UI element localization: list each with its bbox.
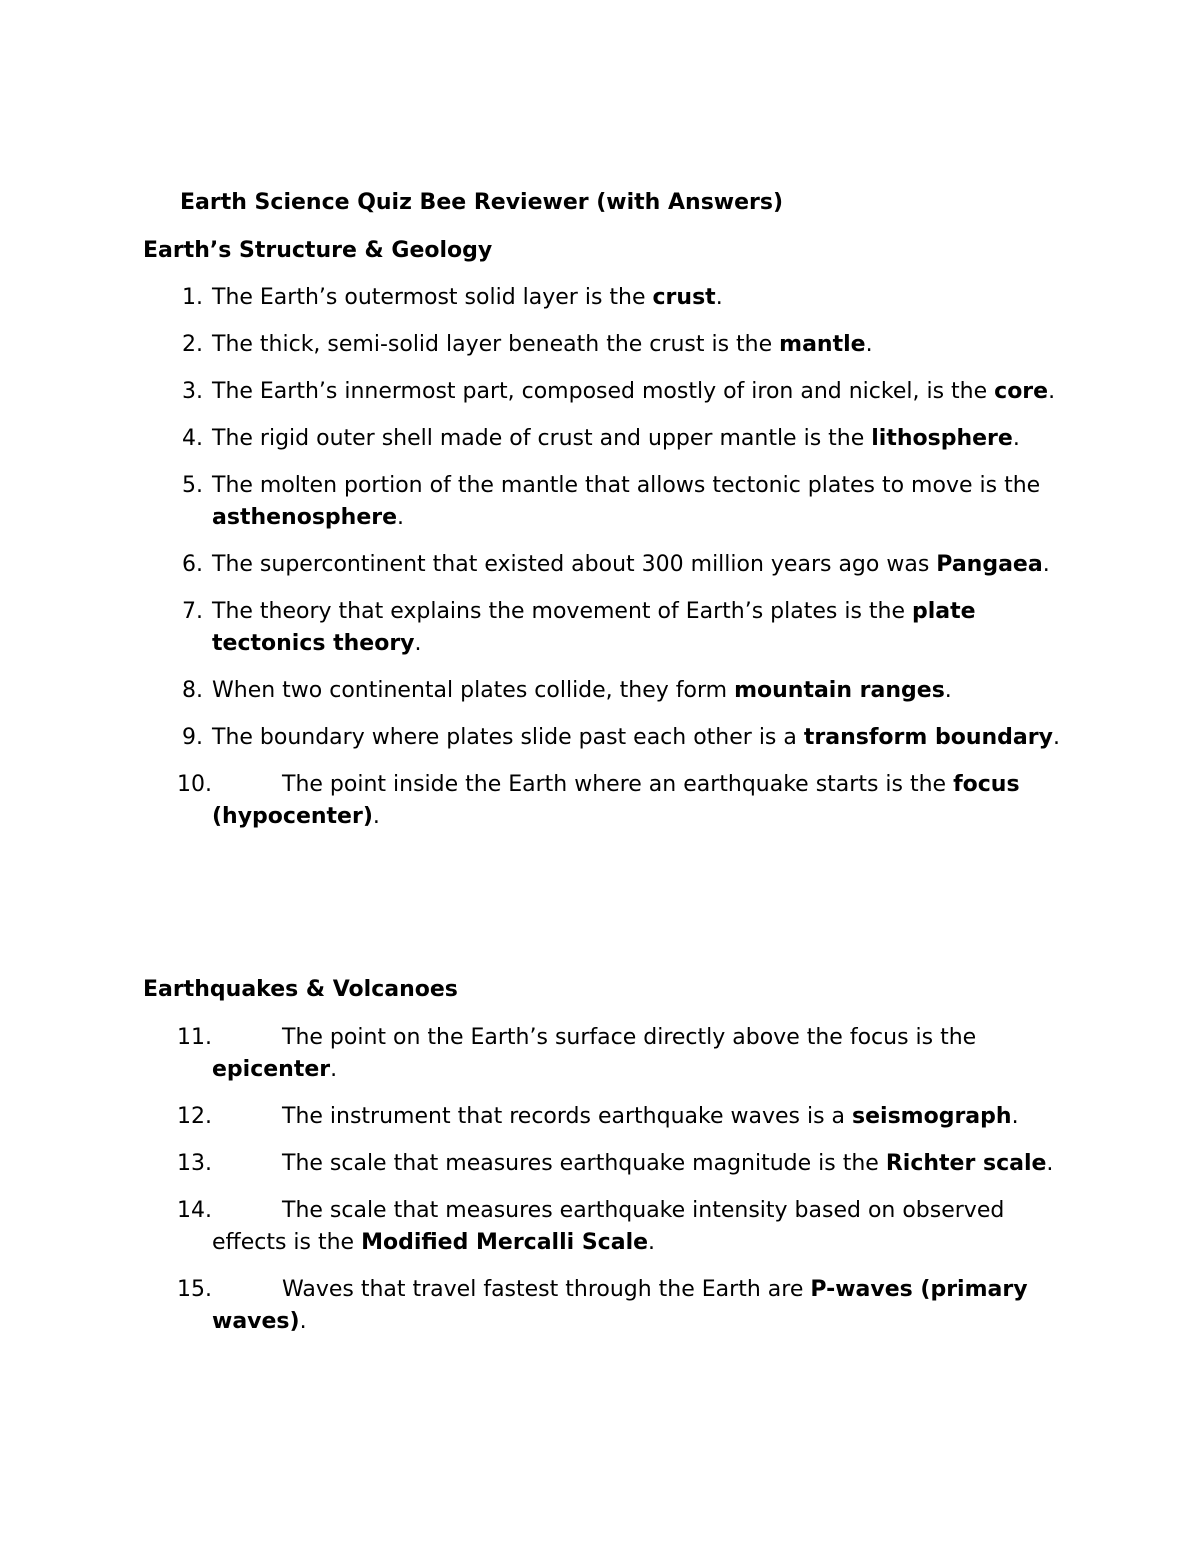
question-punctuation: .: [372, 804, 380, 829]
question-text: [212, 1148, 1067, 1180]
question-text: [212, 596, 1067, 660]
question-prompt: The scale that measures earthquake magnitude is the: [282, 1151, 886, 1176]
question-punctuation: .: [944, 678, 952, 703]
question-prompt: The Earth’s innermost part, composed mostly of iron and nickel, is the: [212, 379, 995, 404]
question-text: [212, 282, 1067, 314]
question-prompt: The theory that explains the movement of Earth’s plates is the: [212, 599, 912, 624]
question-number: 11.: [177, 1025, 212, 1050]
question-number: 13.: [177, 1151, 212, 1176]
question-number: 6.: [182, 552, 203, 577]
question-text: [212, 329, 1067, 361]
question-number: 1.: [182, 285, 203, 310]
question-text: [212, 675, 1067, 707]
question-text: [212, 423, 1067, 455]
question-prompt: The point on the Earth’s surface directly above the focus is the: [282, 1025, 977, 1050]
section-heading-earthquakes-volcanoes: Earthquakes & Volcanoes: [143, 977, 458, 1002]
question-answer: epicenter: [212, 1057, 331, 1082]
question-item: [0, 596, 1200, 660]
question-prompt: The point inside the Earth where an earthquake starts is the: [282, 772, 954, 797]
question-item: [0, 423, 1200, 455]
question-number: 8.: [182, 678, 203, 703]
question-text: [212, 769, 1067, 833]
question-item: [0, 470, 1200, 534]
question-item: [0, 376, 1200, 408]
question-prompt: The Earth’s outermost solid layer is the: [212, 285, 653, 310]
question-text: [212, 1022, 1067, 1086]
question-prompt: The supercontinent that existed about 300 million years ago was: [212, 552, 937, 577]
question-item: [0, 722, 1200, 754]
question-prompt: Waves that travel fastest through the Earth are: [282, 1277, 811, 1302]
question-answer: crust: [652, 285, 716, 310]
question-answer: seismograph: [852, 1104, 1012, 1129]
question-text: [212, 1274, 1067, 1338]
question-answer: P-waves (primary waves): [212, 1277, 1028, 1334]
question-prompt: The boundary where plates slide past each other is a: [212, 725, 804, 750]
question-prompt: The instrument that records earthquake waves is a: [282, 1104, 853, 1129]
question-answer: mantle: [779, 332, 866, 357]
question-number: 7.: [182, 599, 203, 624]
question-punctuation: .: [1042, 552, 1050, 577]
question-punctuation: .: [648, 1230, 656, 1255]
question-number: 9.: [182, 725, 203, 750]
question-number: 2.: [182, 332, 203, 357]
question-punctuation: .: [397, 505, 405, 530]
question-text: [212, 376, 1067, 408]
question-text: [212, 1101, 1067, 1133]
question-list-earthquakes-volcanoes: [0, 1022, 1200, 1353]
question-punctuation: .: [299, 1309, 307, 1334]
question-punctuation: .: [414, 631, 422, 656]
question-prompt: The thick, semi-solid layer beneath the crust is the: [212, 332, 780, 357]
question-number: 10.: [177, 772, 212, 797]
question-text: [212, 1195, 1067, 1259]
question-punctuation: .: [1046, 1151, 1054, 1176]
question-prompt: The scale that measures earthquake intensity based on observed effects is the: [212, 1198, 1005, 1255]
question-item: [0, 549, 1200, 581]
question-item: [0, 1101, 1200, 1133]
question-answer: plate tectonics theory: [212, 599, 976, 656]
question-text: [212, 722, 1067, 754]
question-item: [0, 282, 1200, 314]
question-answer: transform boundary: [803, 725, 1053, 750]
question-number: 12.: [177, 1104, 212, 1129]
section-heading-structure-geology: Earth’s Structure & Geology: [143, 238, 493, 263]
question-answer: core: [994, 379, 1049, 404]
question-item: [0, 1148, 1200, 1180]
question-punctuation: .: [715, 285, 723, 310]
question-text: [212, 549, 1067, 581]
question-prompt: When two continental plates collide, they form: [212, 678, 735, 703]
question-item: [0, 1022, 1200, 1086]
question-punctuation: .: [1048, 379, 1056, 404]
question-answer: mountain ranges: [734, 678, 945, 703]
question-list-structure-geology: [0, 282, 1200, 848]
question-answer: lithosphere: [871, 426, 1013, 451]
question-answer: focus (hypocenter): [212, 772, 1020, 829]
question-prompt: The rigid outer shell made of crust and upper mantle is the: [212, 426, 872, 451]
question-punctuation: .: [865, 332, 873, 357]
question-item: [0, 1195, 1200, 1259]
question-number: 4.: [182, 426, 203, 451]
document-title: Earth Science Quiz Bee Reviewer (with Answers): [180, 190, 784, 215]
question-number: 5.: [182, 473, 203, 498]
question-number: 3.: [182, 379, 203, 404]
question-number: 14.: [177, 1198, 212, 1223]
question-number: 15.: [177, 1277, 212, 1302]
question-item: [0, 329, 1200, 361]
question-punctuation: .: [1011, 1104, 1019, 1129]
question-text: [212, 470, 1067, 534]
question-answer: Modified Mercalli Scale: [361, 1230, 649, 1255]
question-answer: asthenosphere: [212, 505, 398, 530]
question-answer: Pangaea: [936, 552, 1043, 577]
question-item: [0, 769, 1200, 833]
question-punctuation: .: [1012, 426, 1020, 451]
question-punctuation: .: [330, 1057, 338, 1082]
question-punctuation: .: [1052, 725, 1060, 750]
question-item: [0, 675, 1200, 707]
question-prompt: The molten portion of the mantle that allows tectonic plates to move is the: [212, 473, 1041, 498]
question-answer: Richter scale: [885, 1151, 1047, 1176]
question-item: [0, 1274, 1200, 1338]
